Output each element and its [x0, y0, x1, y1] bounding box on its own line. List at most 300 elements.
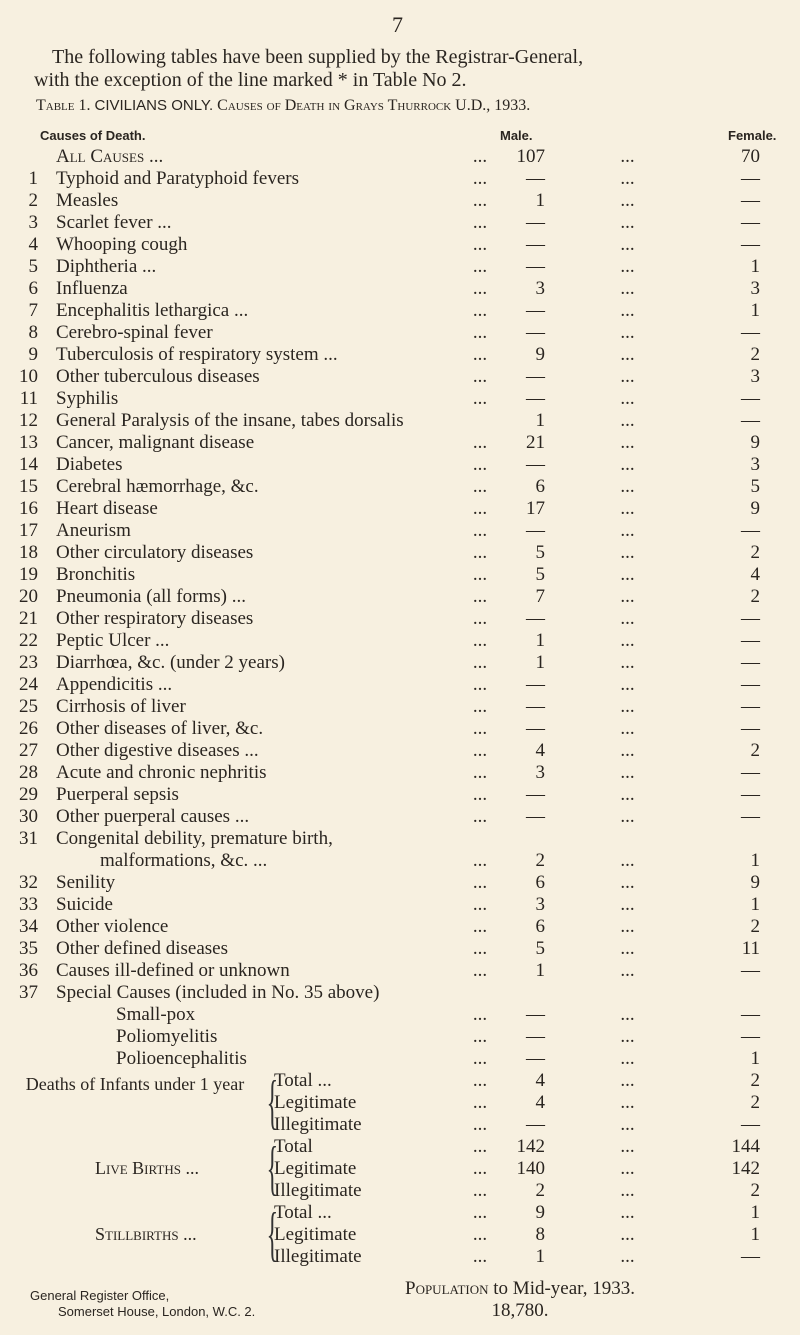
row-number: 2: [28, 190, 38, 211]
leader-dots: ...: [620, 652, 635, 673]
cause-label: Other circulatory diseases: [56, 542, 254, 563]
row-number: 28: [19, 762, 38, 783]
female-count: —: [741, 190, 760, 211]
leader-dots: ...: [620, 850, 635, 871]
leader-dots: ...: [620, 388, 635, 409]
row-number: [0, 146, 38, 168]
sub-label: Total: [274, 1136, 313, 1157]
female-count: 2: [750, 1070, 760, 1091]
leader-dots: ...: [472, 1136, 488, 1157]
female-count: —: [741, 696, 760, 717]
male-count: —: [526, 388, 545, 409]
leader-dots: ...: [472, 762, 488, 783]
male-count: —: [526, 1026, 545, 1047]
row-number: 34: [19, 916, 38, 937]
female-count: —: [741, 1004, 760, 1025]
row-number: 7: [28, 300, 38, 321]
female-count: —: [741, 322, 760, 343]
group-block: [0, 1202, 800, 1268]
leader-dots: ...: [472, 454, 488, 475]
table-row: [0, 938, 800, 960]
leader-dots: ...: [620, 1026, 635, 1047]
group-label: Deaths of Infants under 1 year: [25, 1074, 245, 1094]
female-count: 144: [731, 1136, 760, 1157]
female-count: —: [741, 388, 760, 409]
male-count: 1: [535, 410, 545, 431]
table-row: [274, 1224, 800, 1246]
leader-dots: ...: [472, 476, 488, 497]
row-number: [0, 1048, 38, 1070]
table-row: [0, 256, 800, 278]
female-count: 9: [750, 498, 760, 519]
leader-dots: ...: [472, 146, 488, 167]
male-count: 9: [535, 1202, 545, 1223]
row-number: 24: [19, 674, 38, 695]
leader-dots: ...: [620, 410, 635, 431]
female-header: Female.: [728, 128, 777, 143]
male-count: —: [526, 1048, 545, 1069]
cause-label: Measles: [56, 190, 119, 211]
female-count: 3: [750, 454, 760, 475]
group-label: Live Births ...: [95, 1158, 199, 1178]
leader-dots: ...: [620, 674, 635, 695]
table-row: [0, 300, 800, 322]
leader-dots: ...: [472, 784, 488, 805]
cause-label: Influenza: [56, 278, 128, 299]
female-count: —: [741, 410, 760, 431]
cause-label: All Causes ...: [56, 146, 164, 167]
leader-dots: ...: [620, 1158, 635, 1179]
female-count: 3: [750, 278, 760, 299]
row-number: 3: [28, 212, 38, 233]
intro-line-1: The following tables have been supplied by the Registrar-General,: [52, 46, 584, 68]
leader-dots: ...: [472, 696, 488, 717]
population-value: 18,780.: [491, 1300, 549, 1321]
table-row: [274, 1180, 800, 1202]
male-count: —: [526, 168, 545, 189]
brace-icon: {: [266, 1069, 279, 1135]
leader-dots: ...: [472, 322, 488, 343]
table-row: [0, 894, 800, 916]
table-row: [0, 564, 800, 586]
male-count: —: [526, 300, 545, 321]
leader-dots: ...: [620, 344, 635, 365]
leader-dots: ...: [620, 542, 635, 563]
cause-label: Syphilis: [56, 388, 119, 409]
female-count: —: [741, 806, 760, 827]
leader-dots: ...: [472, 388, 488, 409]
leader-dots: ...: [620, 938, 635, 959]
leader-dots: ...: [472, 564, 488, 585]
leader-dots: ...: [620, 278, 635, 299]
leader-dots: ...: [620, 1114, 635, 1135]
table-row: [0, 784, 800, 806]
table-row: [0, 586, 800, 608]
female-count: 9: [750, 432, 760, 453]
male-count: 1: [535, 960, 545, 981]
male-count: 6: [535, 872, 545, 893]
female-count: 2: [750, 1092, 760, 1113]
cause-label: Special Causes (included in No. 35 above): [56, 982, 380, 1003]
male-count: 107: [516, 146, 545, 167]
table-row: [0, 806, 800, 828]
leader-dots: ...: [620, 168, 635, 189]
male-count: 1: [535, 1246, 545, 1267]
row-number: 27: [19, 740, 38, 761]
leader-dots: ...: [472, 1158, 488, 1179]
male-count: 6: [535, 916, 545, 937]
row-number: 6: [28, 278, 38, 299]
leader-dots: ...: [472, 366, 488, 387]
leader-dots: ...: [620, 1004, 635, 1025]
male-count: 2: [535, 850, 545, 871]
male-count: 1: [535, 630, 545, 651]
cause-label: Acute and chronic nephritis: [56, 762, 267, 783]
leader-dots: ...: [472, 630, 488, 651]
table-row: [0, 1004, 800, 1026]
cause-label: Cancer, malignant disease: [56, 432, 255, 453]
male-count: 4: [535, 1070, 545, 1091]
leader-dots: ...: [620, 916, 635, 937]
table-row: [0, 234, 800, 256]
male-count: 142: [516, 1136, 545, 1157]
row-number: 12: [19, 410, 38, 431]
leader-dots: ...: [620, 630, 635, 651]
male-count: —: [526, 454, 545, 475]
leader-dots: ...: [472, 1114, 488, 1135]
population-caption: to Mid-year, 1933.: [488, 1278, 635, 1299]
leader-dots: ...: [620, 1224, 635, 1245]
table-row: [0, 608, 800, 630]
leader-dots: ...: [620, 696, 635, 717]
male-count: —: [526, 520, 545, 541]
female-count: 2: [750, 542, 760, 563]
cause-label: Other digestive diseases ...: [56, 740, 259, 761]
row-number: 18: [19, 542, 38, 563]
leader-dots: ...: [472, 300, 488, 321]
cause-label: Whooping cough: [56, 234, 188, 255]
sub-label: Total ...: [274, 1070, 332, 1091]
male-count: 1: [535, 652, 545, 673]
cause-label: Diphtheria ...: [56, 256, 157, 277]
male-count: —: [526, 1114, 545, 1135]
table-row: [0, 476, 800, 498]
female-count: 2: [750, 1180, 760, 1201]
table-row: [0, 1048, 800, 1070]
table-row: [274, 1092, 800, 1114]
row-number: 19: [19, 564, 38, 585]
row-number: 9: [28, 344, 38, 365]
leader-dots: ...: [472, 212, 488, 233]
leader-dots: ...: [472, 960, 488, 981]
table-row: [0, 454, 800, 476]
row-number: 1: [28, 168, 38, 189]
male-count: 5: [535, 542, 545, 563]
table-row: [0, 652, 800, 674]
leader-dots: ...: [620, 564, 635, 585]
table-row: [0, 520, 800, 542]
leader-dots: ...: [620, 872, 635, 893]
table-row: [0, 344, 800, 366]
male-count: 4: [535, 1092, 545, 1113]
sub-label: Illegitimate: [274, 1180, 362, 1201]
leader-dots: ...: [472, 938, 488, 959]
sub-label: Legitimate: [274, 1224, 357, 1245]
cause-label: Pneumonia (all forms) ...: [56, 586, 246, 607]
sub-label: Illegitimate: [274, 1246, 362, 1267]
cause-label: Encephalitis lethargica ...: [56, 300, 249, 321]
female-count: —: [741, 652, 760, 673]
male-count: 140: [516, 1158, 545, 1179]
male-count: —: [526, 256, 545, 277]
cause-label: Bronchitis: [56, 564, 136, 585]
leader-dots: ...: [472, 894, 488, 915]
table-row: [0, 630, 800, 652]
leader-dots: ...: [620, 1202, 635, 1223]
male-count: 3: [535, 278, 545, 299]
table-row: [0, 872, 800, 894]
row-number: 31: [19, 828, 38, 849]
leader-dots: ...: [620, 1180, 635, 1201]
male-count: 3: [535, 894, 545, 915]
male-count: —: [526, 1004, 545, 1025]
table-row: [0, 410, 800, 432]
cause-label: Other tuberculous diseases: [56, 366, 260, 387]
female-count: 1: [750, 894, 760, 915]
leader-dots: ...: [620, 1246, 635, 1267]
cause-label: Appendicitis ...: [56, 674, 173, 695]
leader-dots: ...: [620, 498, 635, 519]
table-title: [36, 97, 530, 115]
table-number: Table 1.: [36, 97, 91, 114]
leader-dots: ...: [472, 1224, 488, 1245]
table-row: [0, 322, 800, 344]
male-count: —: [526, 608, 545, 629]
female-count: —: [741, 762, 760, 783]
male-count: 3: [535, 762, 545, 783]
group-block: [0, 1136, 800, 1202]
female-count: 11: [741, 938, 760, 959]
sub-label: Legitimate: [274, 1092, 357, 1113]
cause-label: Senility: [56, 872, 116, 893]
female-count: —: [741, 1026, 760, 1047]
female-count: 2: [750, 586, 760, 607]
row-number: [0, 1026, 38, 1048]
leader-dots: ...: [472, 872, 488, 893]
table-row: [0, 960, 800, 982]
male-count: 21: [526, 432, 545, 453]
office-line-2: Somerset House, London, W.C. 2.: [58, 1304, 256, 1319]
cause-label: Small-pox: [116, 1004, 196, 1025]
table-row: [0, 190, 800, 212]
leader-dots: ...: [620, 454, 635, 475]
table-row: [0, 696, 800, 718]
male-count: —: [526, 718, 545, 739]
row-number: [0, 850, 38, 872]
cause-label: Polioencephalitis: [116, 1048, 247, 1069]
leader-dots: ...: [620, 212, 635, 233]
male-count: —: [526, 322, 545, 343]
male-count: 5: [535, 938, 545, 959]
leader-dots: ...: [472, 1180, 488, 1201]
male-count: 9: [535, 344, 545, 365]
leader-dots: ...: [620, 256, 635, 277]
cause-label: malformations, &c. ...: [100, 850, 268, 871]
leader-dots: ...: [620, 322, 635, 343]
cause-label: Causes ill-defined or unknown: [56, 960, 290, 981]
row-number: 26: [19, 718, 38, 739]
population-label: Population: [405, 1278, 489, 1299]
causes-table: [0, 146, 800, 1070]
female-count: 1: [750, 256, 760, 277]
row-number: 33: [19, 894, 38, 915]
male-count: —: [526, 366, 545, 387]
table-row: [0, 740, 800, 762]
table-row: [0, 168, 800, 190]
leader-dots: ...: [472, 256, 488, 277]
leader-dots: ...: [620, 146, 635, 167]
female-count: 1: [750, 850, 760, 871]
cause-label: Poliomyelitis: [116, 1026, 218, 1047]
table-row: [0, 982, 800, 1004]
row-number: 37: [19, 982, 38, 1003]
female-count: 1: [750, 1224, 760, 1245]
table-row: [0, 916, 800, 938]
male-count: 8: [535, 1224, 545, 1245]
cause-label: Diarrhœa, &c. (under 2 years): [56, 652, 285, 673]
cause-label: Tuberculosis of respiratory system ...: [56, 344, 338, 365]
male-count: —: [526, 806, 545, 827]
row-number: 4: [28, 234, 38, 255]
female-count: —: [741, 784, 760, 805]
leader-dots: ...: [620, 762, 635, 783]
female-count: —: [741, 960, 760, 981]
row-number: 16: [19, 498, 38, 519]
table-row: [0, 146, 800, 168]
male-count: 6: [535, 476, 545, 497]
row-number: 36: [19, 960, 38, 981]
row-number: 11: [19, 388, 38, 409]
row-number: [0, 1004, 38, 1026]
female-count: —: [741, 520, 760, 541]
leader-dots: ...: [472, 608, 488, 629]
female-count: —: [741, 1246, 760, 1267]
female-count: —: [741, 718, 760, 739]
female-count: 2: [750, 740, 760, 761]
leader-dots: ...: [620, 1070, 635, 1091]
leader-dots: ...: [472, 1202, 488, 1223]
row-number: 5: [28, 256, 38, 277]
row-number: 25: [19, 696, 38, 717]
female-count: 3: [750, 366, 760, 387]
leader-dots: ...: [620, 234, 635, 255]
female-count: 1: [750, 1202, 760, 1223]
leader-dots: ...: [472, 168, 488, 189]
table-row: [0, 366, 800, 388]
leader-dots: ...: [472, 542, 488, 563]
intro-line-2: with the exception of the line marked * in Table No 2.: [34, 69, 467, 91]
female-count: 2: [750, 916, 760, 937]
table-row: [274, 1202, 800, 1224]
leader-dots: ...: [620, 1136, 635, 1157]
male-count: —: [526, 212, 545, 233]
male-count: —: [526, 696, 545, 717]
leader-dots: ...: [472, 1070, 488, 1091]
row-number: 22: [19, 630, 38, 651]
leader-dots: ...: [620, 190, 635, 211]
row-number: 20: [19, 586, 38, 607]
cause-label: Peptic Ulcer ...: [56, 630, 170, 651]
male-count: 17: [526, 498, 545, 519]
leader-dots: ...: [472, 520, 488, 541]
leader-dots: ...: [472, 1048, 488, 1069]
cause-label: Other diseases of liver, &c.: [56, 718, 264, 739]
leader-dots: ...: [620, 894, 635, 915]
cause-label: Cerebro-spinal fever: [56, 322, 213, 343]
leader-dots: ...: [620, 718, 635, 739]
leader-dots: ...: [472, 916, 488, 937]
cause-label: Other puerperal causes ...: [56, 806, 250, 827]
cause-label: Puerperal sepsis: [56, 784, 179, 805]
female-count: 142: [731, 1158, 760, 1179]
male-count: —: [526, 784, 545, 805]
row-number: 30: [19, 806, 38, 827]
cause-label: General Paralysis of the insane, tabes dorsalis: [56, 410, 404, 431]
male-count: —: [526, 674, 545, 695]
female-count: —: [741, 168, 760, 189]
female-count: 70: [741, 146, 760, 167]
cause-label: Other defined diseases: [56, 938, 228, 959]
leader-dots: ...: [472, 1004, 488, 1025]
male-count: 1: [535, 190, 545, 211]
table-row: [0, 388, 800, 410]
leader-dots: ...: [620, 476, 635, 497]
male-count: 4: [535, 740, 545, 761]
row-number: 23: [19, 652, 38, 673]
row-number: 15: [19, 476, 38, 497]
group-block: [0, 1070, 800, 1136]
table-row: [274, 1158, 800, 1180]
brace-icon: {: [266, 1135, 279, 1201]
leader-dots: ...: [620, 300, 635, 321]
cause-label: Diabetes: [56, 454, 123, 475]
cause-label: Cerebral hæmorrhage, &c.: [56, 476, 259, 497]
table-row: [0, 212, 800, 234]
sub-label: Legitimate: [274, 1158, 357, 1179]
table-row: [274, 1114, 800, 1136]
leader-dots: ...: [620, 806, 635, 827]
leader-dots: ...: [472, 1092, 488, 1113]
leader-dots: ...: [472, 674, 488, 695]
cause-label: Heart disease: [56, 498, 158, 519]
brace-icon: {: [266, 1201, 279, 1267]
leader-dots: ...: [472, 806, 488, 827]
group-label: Stillbirths ...: [95, 1224, 197, 1244]
cause-label: Cirrhosis of liver: [56, 696, 186, 717]
row-number: 17: [19, 520, 38, 541]
sub-label: Total ...: [274, 1202, 332, 1223]
office-line-1: General Register Office,: [30, 1288, 170, 1303]
female-count: —: [741, 608, 760, 629]
cause-label: Suicide: [56, 894, 113, 915]
leader-dots: ...: [620, 1092, 635, 1113]
female-count: 1: [750, 1048, 760, 1069]
table-caption: Causes of Death in Grays Thurrock U.D., 1933.: [217, 97, 531, 114]
civilians-only: CIVILIANS ONLY.: [94, 97, 214, 114]
table-row: [274, 1136, 800, 1158]
page-number: 7: [392, 12, 403, 37]
cause-label: Other respiratory diseases: [56, 608, 254, 629]
